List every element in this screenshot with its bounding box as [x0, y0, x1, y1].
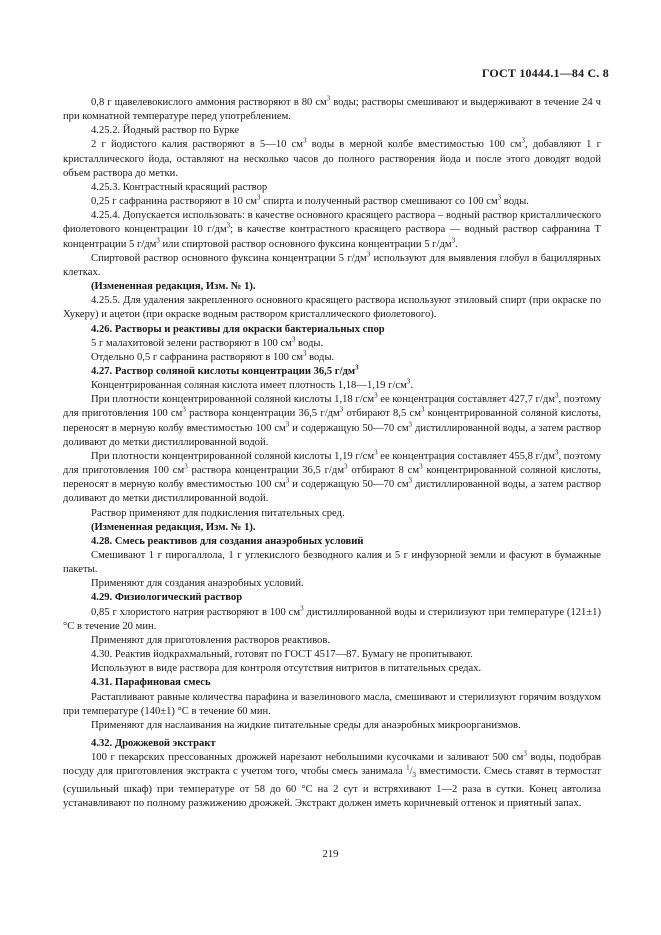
- section-heading: 4.26. Растворы и реактивы для окраски бактериальных спор: [91, 323, 385, 335]
- paragraph: 5 г малахитовой зелени растворяют в 100 $см^3$ воды.: [91, 335, 324, 349]
- paragraph: Смешивают 1 г пирогаллола, 1 г углекислого безводного калия и 5 г инфузорной земли и фасуют в бумажные пакеты.: [63, 550, 601, 576]
- paragraph: При плотности концентрированной соляной кислоты 1,18 $г/см^3$ ее концентрация составляет 427,7 $г/дм^3$, поэтому для приготовления 100 $см^3$ раствора концентрации 36,5 $г/дм^3$ отбирают 8,5 $см^3$ концентрированной соляной кислоты, переносят в мерную колбу вместимостью 100 $см^3$ и содержащую 50—70 $см^3$ дистиллированной воды, а затем раствор доливают до метки дистиллированной водой.: [63, 391, 601, 448]
- paragraph: Применяют для приготовления растворов реактивов.: [91, 634, 331, 646]
- section-heading: 4.32. Дрожжевой экстракт: [91, 738, 216, 750]
- paragraph: 4.30. Реактив йодкрахмальный, готовят по ГОСТ 4517—87. Бумагу не пропитывают.: [91, 649, 473, 661]
- paragraph: 0,85 г хлористого натрия растворяют в 100 $см^3$ дистиллированной воды и стерилизуют при температуре (121±1) °С в течение 20 мин.: [63, 604, 601, 632]
- section-heading: 4.29. Физиологический раствор: [91, 592, 243, 604]
- paragraph: 4.25.4. Допускается использовать: в качестве основного красящего раствора – водный раствор кристаллического фиолетового концентрации 10 $г/дм^3$; в качестве контрастного красящего раствора — водный раствор сафранина Т концентрации 5 $г/дм^3$ или спиртовой раствор основного фуксина концентрации 5 $г/дм^3$.: [63, 210, 602, 250]
- section-heading: 4.31. Парафиновая смесь: [91, 677, 211, 689]
- paragraph: 4.25.5. Для удаления закрепленного основного красящего раствора используют этиловый спирт (при окраске по Хукеру) и ацетон (при окраске водным раствором кристаллического фиолетового).: [63, 295, 601, 321]
- paragraph: 0,25 г сафранина растворяют в 10 $см^3$ спирта и полученный раствор смешивают со 100 $см^3$ воды.: [91, 193, 529, 208]
- paragraph: 100 г пекарских прессованных дрожжей нарезают небольшими кусочками и заливают 500 $см^3$ воды, подобрав посуду для приготовления экстракта с учетом того, чтобы смесь занимала $^1/_3$ вместимости. Смесь ставят в термостат (сушильный шкаф) при температуре от 58 до 60 °С на 2 сут и встряхивают 1—2 раза в сутки. Конец автолиза устанавливают по полному разжижению дрожжей. Экстракт должен иметь коричневый оттенок и приятный запах.: [63, 749, 601, 809]
- paragraph: Применяют для наслаивания на жидкие питательные среды для анаэробных микроорганизмов.: [91, 719, 521, 731]
- paragraph: Концентрированная соляная кислота имеет плотность 1,18—1,19 $г/см^3$.: [91, 377, 413, 392]
- standard-header: ГОСТ 10444.1—84 С. 8: [481, 66, 609, 80]
- paragraph: 2 г йодистого калия растворяют в 5—10 $см^3$ воды в мерной колбе вместимостью 100 $см^3$, добавляют 1 г кристаллического йода, оставляют на несколько часов до полного растворения йода и после этого доводят водой объем раствора до метки.: [63, 136, 601, 179]
- paragraph: 4.25.3. Контрастный красящий раствор: [91, 181, 268, 193]
- paragraph: Раствор применяют для подкисления питательных сред.: [91, 507, 345, 519]
- section-heading: (Измененная редакция, Изм. № 1).: [91, 521, 256, 533]
- paragraph: При плотности концентрированной соляной кислоты 1,19 $г/см^3$ ее концентрация составляет 455,8 $г/дм^3$, поэтому для приготовления 100 $см^3$ раствора концентрации 36,5 $г/дм^3$ отбирают 8 $см^3$ концентрированной соляной кислоты, переносят в мерную колбу вместимостью 100 $см^3$ и содержащую 50—70 $см^3$ дистиллированной воды, а затем раствор доливают до метки дистиллированной водой.: [63, 448, 602, 505]
- paragraph: Отдельно 0,5 г сафранина растворяют в 100 $см^3$ воды.: [91, 349, 335, 363]
- section-heading: 4.27. Раствор соляной кислоты концентрации 36,5 $г/дм^3$: [91, 363, 359, 377]
- paragraph: 4.25.2. Йодный раствор по Бурке: [91, 125, 240, 137]
- section-heading: 4.28. Смесь реактивов для создания анаэробных условий: [91, 535, 364, 547]
- paragraph: Применяют для создания анаэробных условий.: [91, 578, 304, 590]
- paragraph: Используют в виде раствора для контроля отсутствия нитритов в питательных средах.: [91, 663, 482, 675]
- document-body: [63, 96, 601, 811]
- paragraph: Спиртовой раствор основного фуксина концентрации 5 $г/дм^3$ используют для выявления глобул в бациллярных клетках.: [63, 250, 601, 278]
- section-heading: (Измененная редакция, Изм. № 1).: [91, 281, 256, 293]
- paragraph: Растапливают равные количества парафина и вазелинового масла, смешивают и стерилизуют горячим воздухом при температуре (140±1) °С в течение 60 мин.: [63, 691, 601, 717]
- paragraph: 0,8 г щавелевокислого аммония растворяют в 80 $см^3$ воды; растворы смешивают и выдерживают в течение 24 ч при комнатной температуре перед употреблением.: [63, 94, 601, 123]
- page-number: 219: [322, 849, 339, 860]
